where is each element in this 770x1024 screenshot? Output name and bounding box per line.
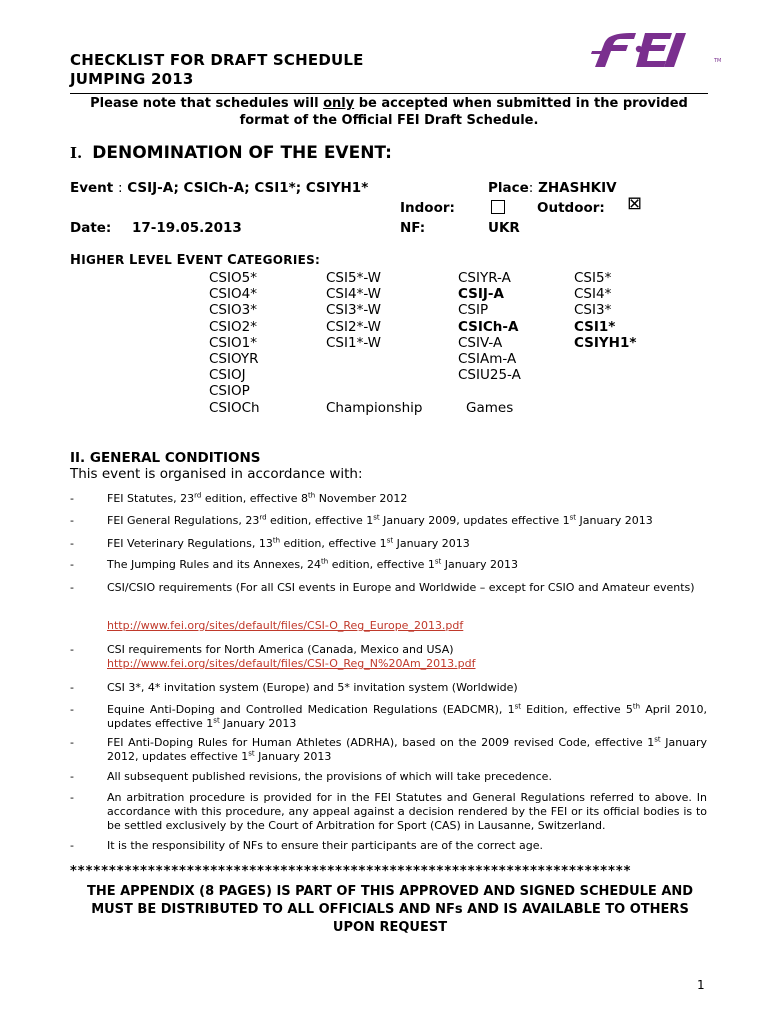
category-item-selected: CSIYH1* <box>574 334 637 351</box>
category-item: CSIO4* <box>209 286 257 303</box>
event-row: Event : CSIJ-A; CSICh-A; CSI1*; CSIYH1* <box>70 180 369 196</box>
category-item: CSIOP <box>209 383 250 400</box>
category-item: CSIOYR <box>209 350 259 367</box>
category-item: CSI5* <box>574 270 612 286</box>
category-item: CSIOCh <box>209 399 260 416</box>
submission-notice: Please note that schedules will only be accepted when submitted in the provided format of the Official FEI Draft Schedule. <box>90 96 688 128</box>
category-item-selected: CSICh-A <box>458 318 519 335</box>
section-2-heading: II. GENERAL CONDITIONS <box>70 450 261 466</box>
category-item: CSI5*-W <box>326 270 381 286</box>
category-item-selected: CSI1* <box>574 318 616 335</box>
page-number: 1 <box>697 978 705 992</box>
category-championship: Championship <box>326 400 423 416</box>
document-subtitle: JUMPING 2013 <box>70 70 194 88</box>
header-divider <box>70 93 708 94</box>
north-america-link[interactable]: http://www.fei.org/sites/default/files/CSI-O_Reg_N%20Am_2013.pdf <box>107 657 476 670</box>
indoor-checkbox[interactable] <box>491 200 505 214</box>
asterisk-divider: ************************************************************************ <box>70 864 632 879</box>
category-item: CSIO5* <box>209 270 257 286</box>
date-label: Date: <box>70 220 112 236</box>
event-value: CSIJ-A; CSICh-A; CSI1*; CSIYH1* <box>127 180 369 196</box>
nf-value: UKR <box>488 220 520 236</box>
category-item: CSI4* <box>574 286 612 303</box>
category-games: Games <box>466 400 514 416</box>
outdoor-label: Outdoor: <box>537 200 605 216</box>
category-item: CSIU25-A <box>458 367 521 384</box>
trademark-mark: TM <box>714 58 722 64</box>
category-column-world-cup <box>326 270 381 351</box>
outdoor-checkbox[interactable]: ⊠ <box>627 193 643 214</box>
category-item: CSI3* <box>574 302 612 319</box>
csio-requirements-link[interactable]: http://www.fei.org/sites/default/files/CSI-O_Reg_Europe_2013.pdf <box>107 619 464 632</box>
notice-emphasis: only <box>323 96 355 111</box>
category-item: CSIO3* <box>209 302 257 319</box>
category-item: CSI2*-W <box>326 318 381 335</box>
category-item: CSIV-A <box>458 334 503 351</box>
section-1-heading: I. DENOMINATION OF THE EVENT: <box>70 143 392 163</box>
category-item: CSIOJ <box>209 367 246 384</box>
category-column-csi-a <box>458 270 521 383</box>
categories-heading: HIGHER LEVEL EVENT CATEGORIES: <box>70 253 321 268</box>
category-item: CSI1*-W <box>326 334 381 351</box>
category-item: CSI4*-W <box>326 286 381 303</box>
category-item: CSI3*-W <box>326 302 381 319</box>
nf-label: NF: <box>400 220 426 236</box>
place-row: Place: ZHASHKIV <box>488 180 617 196</box>
category-item: CSIO2* <box>209 318 257 335</box>
category-item: CSIYR-A <box>458 270 511 286</box>
category-item: CSIP <box>458 302 489 319</box>
appendix-notice: THE APPENDIX (8 PAGES) IS PART OF THIS APPROVED AND SIGNED SCHEDULE AND MUST BE DISTRIBUTED TO ALL OFFICIALS AND NFs AND IS AVAILABLE TO OTHERS UPON REQUEST <box>86 884 694 935</box>
category-item: CSIAm-A <box>458 350 517 367</box>
indoor-label: Indoor: <box>400 200 455 216</box>
category-item: CSIO1* <box>209 334 257 351</box>
fei-logo <box>590 30 700 70</box>
place-value: ZHASHKIV <box>538 180 617 196</box>
document-title: CHECKLIST FOR DRAFT SCHEDULE <box>70 51 364 69</box>
category-column-csio <box>209 270 260 416</box>
category-column-csi <box>574 270 636 351</box>
date-value: 17-19.05.2013 <box>132 220 242 236</box>
category-item-selected: CSIJ-A <box>458 286 504 303</box>
section-2-intro: This event is organised in accordance with: <box>70 466 363 482</box>
